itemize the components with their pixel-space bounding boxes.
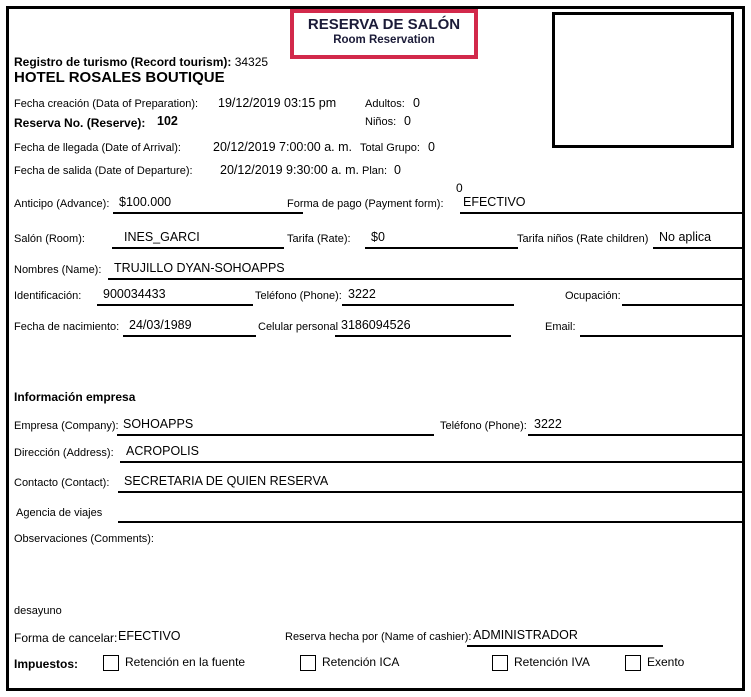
reservation-form-page <box>6 6 745 691</box>
registro-turismo-value: 34325 <box>234 55 269 69</box>
guest-telefono-label: Teléfono (Phone): <box>255 290 342 302</box>
agencia-value <box>118 504 744 523</box>
fecha-salida-label: Fecha de salida (Date of Departure): <box>14 165 193 177</box>
forma-pago-value: EFECTIVO <box>460 195 742 214</box>
empresa-label: Empresa (Company): <box>14 420 119 432</box>
tarifa-ninos-label: Tarifa niños (Rate children) <box>517 233 649 245</box>
row-direccion <box>9 444 742 466</box>
contacto-value: SECRETARIA DE QUIEN RESERVA <box>118 474 744 493</box>
registro-turismo-label: Registro de turismo (Record tourism): <box>14 55 232 69</box>
tarifa-value: $0 <box>365 230 518 249</box>
celular-label: Celular personal <box>258 321 339 333</box>
plan-value: 0 <box>394 163 401 177</box>
row-impuestos <box>9 654 742 676</box>
celular-value: 3186094526 <box>335 318 511 337</box>
row-empresa <box>9 417 742 439</box>
form-title: RESERVA DE SALÓN <box>307 16 461 33</box>
ninos-value: 0 <box>404 114 411 128</box>
ocupacion-label: Ocupación: <box>565 290 621 302</box>
anticipo-value: $100.000 <box>113 195 303 214</box>
hecha-por-value: ADMINISTRADOR <box>467 628 663 647</box>
fecha-creacion-value: 19/12/2019 03:15 pm <box>218 96 337 110</box>
ninos-label: Niños: <box>365 116 397 128</box>
checkbox-retencion-iva[interactable] <box>492 655 508 671</box>
contacto-label: Contacto (Contact): <box>14 477 110 489</box>
direccion-value: ACROPOLIS <box>120 444 744 463</box>
observaciones-label: Observaciones (Comments): <box>14 533 154 545</box>
fecha-llegada-label: Fecha de llegada (Date of Arrival): <box>14 142 181 154</box>
reserva-no-value: 102 <box>157 114 178 128</box>
row-forma-cancelar <box>9 628 742 650</box>
forma-cancelar-value: EFECTIVO <box>118 629 181 643</box>
row-salon <box>9 230 742 252</box>
salon-label: Salón (Room): <box>14 233 85 245</box>
identificacion-value: 900034433 <box>97 287 253 306</box>
fecha-salida-value: 20/12/2019 9:30:00 a. m. <box>220 163 359 177</box>
row-agencia <box>9 504 742 526</box>
anticipo-label: Anticipo (Advance): <box>14 198 110 210</box>
plan-label: Plan: <box>362 165 388 177</box>
forma-pago-label: Forma de pago (Payment form): <box>287 198 444 210</box>
ocupacion-value <box>622 287 744 306</box>
checkbox-retencion-ica[interactable] <box>300 655 316 671</box>
row-identificacion <box>9 287 742 309</box>
company-telefono-value: 3222 <box>528 417 744 436</box>
nacimiento-value: 24/03/1989 <box>123 318 256 337</box>
registro-turismo-line <box>14 55 268 69</box>
checkbox-exento[interactable] <box>625 655 641 671</box>
nombres-label: Nombres (Name): <box>14 264 102 276</box>
row-contacto <box>9 474 742 496</box>
hecha-por-label: Reserva hecha por (Name of cashier): <box>285 631 472 643</box>
email-label: Email: <box>545 321 576 333</box>
reserva-no-label: Reserva No. (Reserve): <box>14 116 146 130</box>
company-section-heading: Información empresa <box>14 390 136 404</box>
guest-telefono-value: 3222 <box>342 287 514 306</box>
hotel-name: HOTEL ROSALES BOUTIQUE <box>14 69 225 86</box>
form-title-box <box>290 9 478 59</box>
company-telefono-label: Teléfono (Phone): <box>440 420 527 432</box>
total-grupo-value: 0 <box>428 140 435 154</box>
direccion-label: Dirección (Address): <box>14 447 114 459</box>
checkbox-retencion-fuente[interactable] <box>103 655 119 671</box>
row-anticipo <box>9 195 742 217</box>
nombres-value: TRUJILLO DYAN-SOHOAPPS <box>108 261 744 280</box>
impuestos-label: Impuestos: <box>14 657 79 671</box>
row-nombres <box>9 261 742 283</box>
checkbox-exento-label: Exento <box>647 655 685 669</box>
identificacion-label: Identificación: <box>14 290 82 302</box>
fecha-creacion-label: Fecha creación (Data of Preparation): <box>14 98 199 110</box>
empresa-value: SOHOAPPS <box>117 417 434 436</box>
note-text: desayuno <box>14 605 62 617</box>
form-subtitle: Room Reservation <box>333 34 435 46</box>
checkbox-retencion-fuente-label: Retención en la fuente <box>125 655 246 669</box>
logo-placeholder-box <box>552 12 734 148</box>
total-grupo-label: Total Grupo: <box>360 142 420 154</box>
checkbox-retencion-iva-label: Retención IVA <box>514 655 590 669</box>
forma-cancelar-label: Forma de cancelar: <box>14 631 118 645</box>
row-nacimiento <box>9 318 742 340</box>
stray-zero-value: 0 <box>456 181 463 195</box>
tarifa-label: Tarifa (Rate): <box>287 233 351 245</box>
row-observaciones <box>9 530 742 552</box>
adultos-label: Adultos: <box>365 98 405 110</box>
tarifa-ninos-value: No aplica <box>653 230 742 249</box>
agencia-label: Agencia de viajes <box>16 507 103 519</box>
row-note <box>9 602 742 624</box>
salon-value: INES_GARCI <box>112 230 284 249</box>
checkbox-retencion-ica-label: Retención ICA <box>322 655 400 669</box>
email-value <box>580 318 744 337</box>
fecha-llegada-value: 20/12/2019 7:00:00 a. m. <box>213 140 352 154</box>
nacimiento-label: Fecha de nacimiento: <box>14 321 120 333</box>
adultos-value: 0 <box>413 96 420 110</box>
